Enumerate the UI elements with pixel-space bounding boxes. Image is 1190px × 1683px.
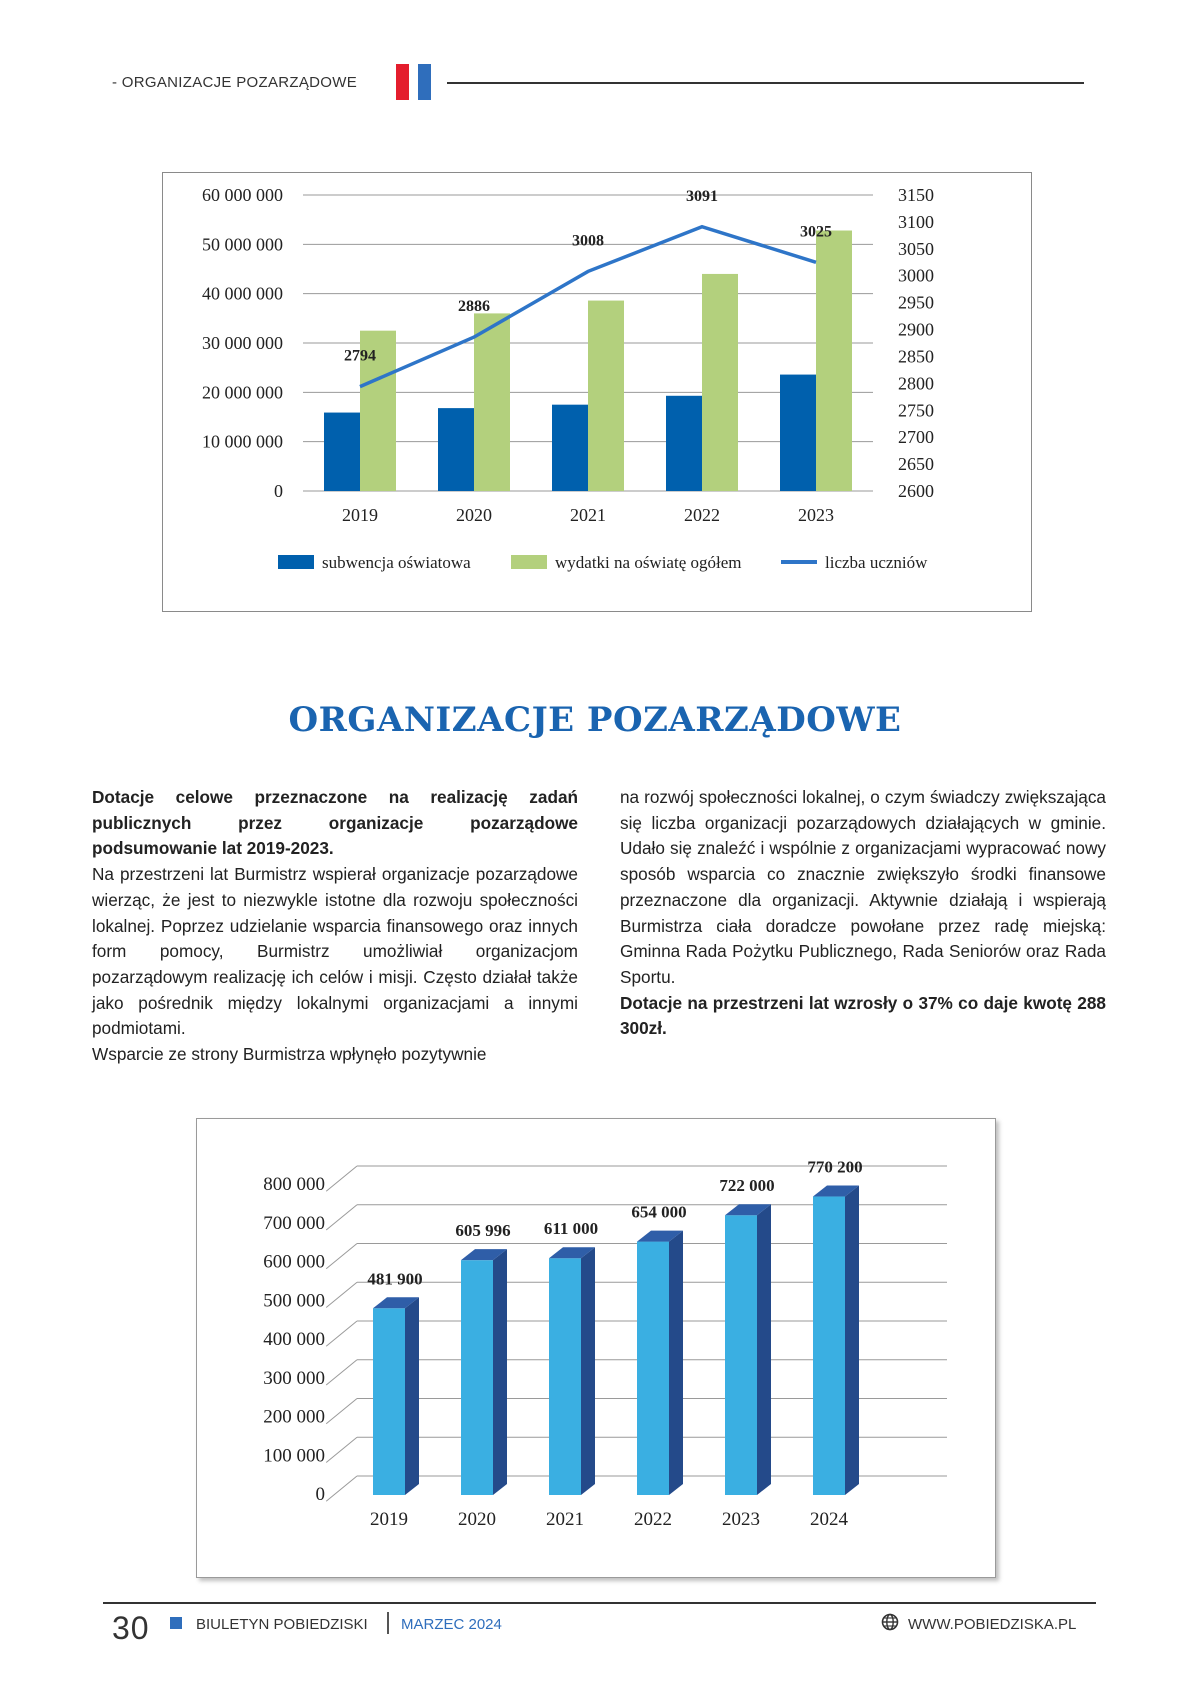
gridline-diagonal xyxy=(326,1166,357,1191)
x-tick-label: 2020 xyxy=(458,1509,496,1530)
data-label-dotacje: 611 000 xyxy=(543,1219,599,1239)
right-tick-label: 2750 xyxy=(898,400,934,421)
bar-subwencja xyxy=(438,408,474,491)
footer-separator xyxy=(387,1612,389,1634)
y-tick-label: 600 000 xyxy=(263,1251,325,1273)
chart-education-frame xyxy=(162,172,1032,612)
left-tick-label: 20 000 000 xyxy=(202,382,283,403)
paragraph-2-start: Wsparcie ze strony Burmistrza wpłynęło pozytywnie xyxy=(92,1044,487,1065)
legend-label: liczba uczniów xyxy=(825,553,928,572)
bar-dotacje xyxy=(549,1258,581,1495)
data-label-uczniow: 2886 xyxy=(458,298,490,316)
y-tick-label: 800 000 xyxy=(263,1174,325,1195)
gridline-diagonal xyxy=(326,1282,357,1307)
website-link[interactable]: WWW.POBIEDZISKA.PL xyxy=(908,1616,1077,1633)
gridline-diagonal xyxy=(326,1244,357,1269)
y-tick-label: 300 000 xyxy=(263,1367,325,1389)
globe-icon xyxy=(880,1612,900,1632)
footer-rule xyxy=(103,1602,1096,1604)
x-tick-label: 2020 xyxy=(456,505,492,525)
y-tick-label: 700 000 xyxy=(263,1212,325,1234)
data-label-dotacje: 722 000 xyxy=(719,1176,775,1196)
data-label-uczniow: 3008 xyxy=(572,232,604,250)
data-label-dotacje: 605 996 xyxy=(455,1221,511,1241)
header-blue-bar xyxy=(418,64,431,100)
bar-wydatki xyxy=(816,231,852,491)
gridline-diagonal xyxy=(326,1437,357,1462)
gridline-diagonal xyxy=(326,1476,357,1501)
left-tick-label: 10 000 000 xyxy=(202,431,283,452)
running-header: - ORGANIZACJE POZARZĄDOWE xyxy=(112,74,358,91)
right-tick-label: 2900 xyxy=(898,319,934,340)
chart-grants xyxy=(197,1119,995,1577)
x-tick-label: 2022 xyxy=(684,505,720,525)
publication-name: BIULETYN POBIEDZISKI xyxy=(196,1616,368,1633)
y-tick-label: 500 000 xyxy=(263,1290,325,1312)
lead-paragraph: Dotacje celowe przeznaczone na realizację zadań publicznych przez organizacje pozarządowe podsumowanie lat 2019-2023. xyxy=(92,787,578,859)
issue-date: MARZEC 2024 xyxy=(401,1616,502,1633)
right-tick-label: 2700 xyxy=(898,427,934,448)
x-tick-label: 2024 xyxy=(810,1509,848,1530)
bar-subwencja xyxy=(324,413,360,491)
data-label-dotacje: 654 000 xyxy=(631,1202,687,1222)
right-tick-label: 3000 xyxy=(898,265,934,286)
section-title: ORGANIZACJE POZARZĄDOWE xyxy=(288,700,902,740)
right-tick-label: 2600 xyxy=(898,481,934,501)
bar-side xyxy=(405,1297,419,1495)
data-label-dotacje: 770 200 xyxy=(807,1157,863,1177)
chart-education xyxy=(163,173,1031,611)
legend-label: wydatki na oświatę ogółem xyxy=(555,553,742,572)
right-tick-label: 3050 xyxy=(898,238,934,259)
left-tick-label: 0 xyxy=(274,481,283,501)
bar-side xyxy=(757,1204,771,1495)
bar-dotacje xyxy=(461,1260,493,1495)
text-column-right xyxy=(620,785,1106,1042)
bar-dotacje xyxy=(813,1197,845,1495)
bar-side xyxy=(581,1247,595,1495)
right-tick-label: 2950 xyxy=(898,292,934,313)
left-tick-label: 40 000 000 xyxy=(202,283,283,304)
data-label-uczniow: 3091 xyxy=(686,187,718,205)
footer-square xyxy=(170,1617,182,1629)
paragraph-1: Na przestrzeni lat Burmistrz wspierał organizacje pozarządowe wierząc, że jest to niezwykle istotne dla rozwoju społeczności lokalnej. Poprzez udzielanie wsparcia finansowego oraz innych form pomocy, Burmistrz umożliwiał organizacjom pozarządowym realizację ich celów i misji. Często działał także jako pośrednik między lokalnymi organizacjami a innymi podmiotami. xyxy=(92,864,578,1039)
header-red-bar xyxy=(396,64,409,100)
y-tick-label: 200 000 xyxy=(263,1406,325,1428)
bar-subwencja xyxy=(552,405,588,491)
data-label-dotacje: 481 900 xyxy=(367,1269,423,1289)
text-column-left xyxy=(92,785,578,1068)
right-tick-label: 2650 xyxy=(898,454,934,475)
conclusion-paragraph: Dotacje na przestrzeni lat wzrosły o 37% co daje kwotę 288 300zł. xyxy=(620,992,1106,1039)
bar-side xyxy=(493,1249,507,1495)
data-label-uczniow: 3025 xyxy=(800,223,832,241)
bar-subwencja xyxy=(666,396,702,491)
gridline-diagonal xyxy=(326,1399,357,1424)
bar-side xyxy=(669,1231,683,1495)
gridline-diagonal xyxy=(326,1360,357,1385)
gridline-diagonal xyxy=(326,1205,357,1230)
x-tick-label: 2021 xyxy=(546,1509,584,1530)
legend-swatch xyxy=(511,555,547,569)
y-tick-label: 400 000 xyxy=(263,1329,325,1350)
bar-side xyxy=(845,1186,859,1495)
bar-subwencja xyxy=(780,375,816,491)
right-tick-label: 3100 xyxy=(898,211,934,232)
bar-wydatki xyxy=(702,274,738,491)
x-tick-label: 2023 xyxy=(722,1509,760,1530)
right-tick-label: 3150 xyxy=(898,185,934,205)
legend-swatch xyxy=(278,555,314,569)
gridline-diagonal xyxy=(326,1321,357,1346)
legend-label: subwencja oświatowa xyxy=(322,553,471,572)
chart-grants-frame xyxy=(196,1118,996,1578)
bar-dotacje xyxy=(373,1308,405,1495)
bar-wydatki xyxy=(588,301,624,491)
left-tick-label: 60 000 000 xyxy=(202,185,283,205)
paragraph-2-end: na rozwój społeczności lokalnej, o czym świadczy zwiększająca się liczba organizacji pozarządowych działających w gminie. Udało się znaleźć i wspólnie z organizacjami wypracować nowy sposób wsparcia co znacznie zwiększyło środki finansowe przeznaczone dla organizacji. Aktywnie działają i wspierają Burmistrza ciała doradcze powołane przez radę miejską: Gminna Rada Pożytku Publicznego, Rada Seniorów oraz Rada Sportu. xyxy=(620,787,1106,987)
x-tick-label: 2023 xyxy=(798,505,834,525)
bar-wydatki xyxy=(474,313,510,491)
x-tick-label: 2021 xyxy=(570,505,606,525)
left-tick-label: 50 000 000 xyxy=(202,234,283,255)
y-tick-label: 100 000 xyxy=(263,1445,325,1467)
left-tick-label: 30 000 000 xyxy=(202,333,283,353)
x-tick-label: 2022 xyxy=(634,1509,672,1530)
page-number: 30 xyxy=(112,1610,150,1646)
x-tick-label: 2019 xyxy=(370,1509,408,1530)
bar-dotacje xyxy=(725,1215,757,1495)
header-rule xyxy=(447,82,1084,84)
y-tick-label: 0 xyxy=(315,1484,325,1505)
right-tick-label: 2800 xyxy=(898,373,934,394)
data-label-uczniow: 2794 xyxy=(344,347,376,365)
x-tick-label: 2019 xyxy=(342,505,378,525)
bar-dotacje xyxy=(637,1242,669,1495)
right-tick-label: 2850 xyxy=(898,346,934,367)
